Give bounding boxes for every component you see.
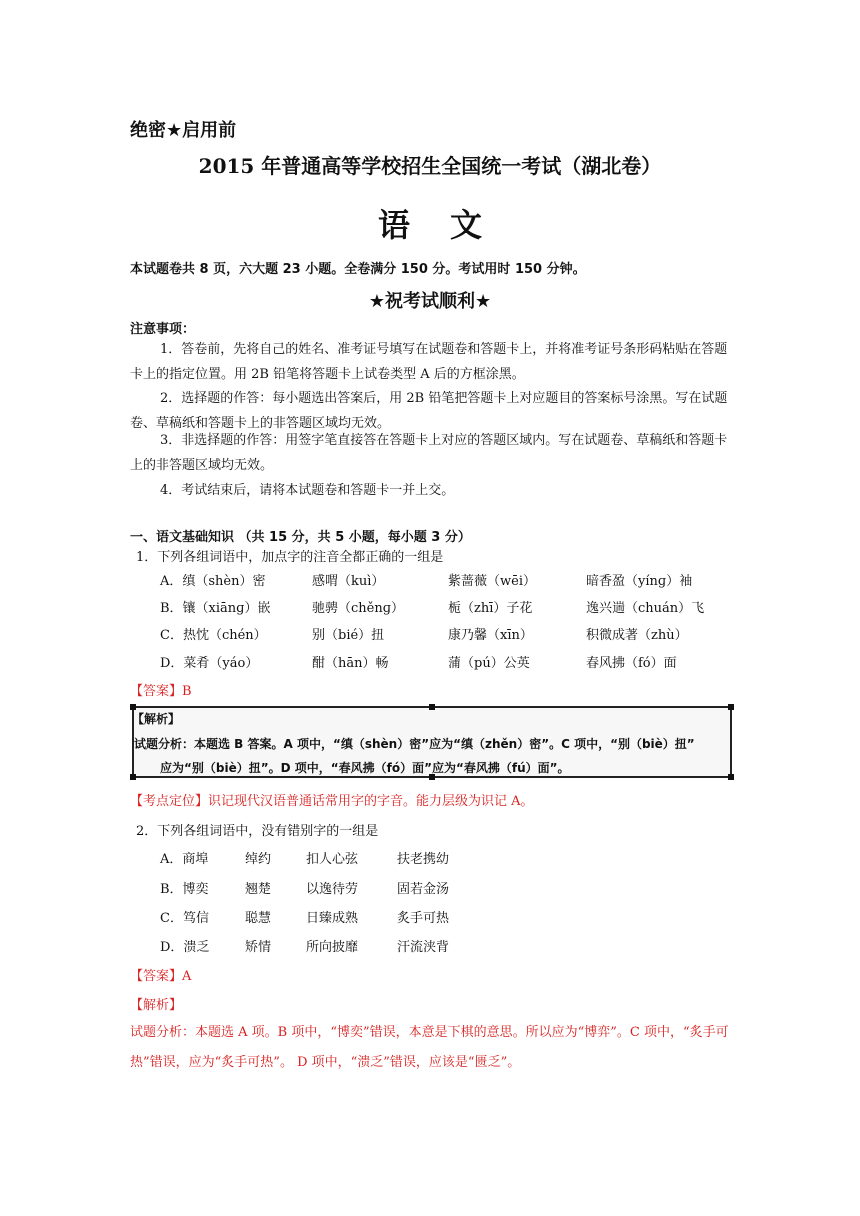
q1-box-line-2: 应为“别（biè）扭”。D 项中，“春风拂（fó）面”应为“春风拂（fú）面”。 — [160, 761, 570, 775]
q1-option-b2: 驰骋（chěnɡ） — [312, 601, 405, 616]
subject-title: 语文 — [377, 206, 522, 244]
q2-option-d3: 所向披靡 — [306, 940, 359, 955]
q2-option-c3: 日臻成熟 — [306, 911, 359, 926]
q1-option-b4: 逸兴遄（chuán）飞 — [586, 601, 705, 616]
section-1-title: 一、语文基础知识 （共 15 分，共 5 小题，每小题 3 分） — [130, 530, 471, 545]
secret-label: 绝密★启用前 — [130, 120, 237, 141]
wish-line: ★祝考试顺利★ — [368, 291, 492, 312]
note-item-3: 3．非选择题的作答：用签字笔直接答在答题卡上对应的答题区域内。写在试题卷、草稿纸和答题卡上的非答题区域均无效。 — [130, 433, 728, 473]
box-handle — [728, 774, 734, 780]
q1-option-c2: 别（bié）扭 — [312, 628, 385, 643]
notes-heading: 注意事项： — [130, 322, 196, 337]
q1-option-b1: B．镶（xiānɡ）嵌 — [160, 601, 271, 616]
box-handle — [130, 774, 136, 780]
q2-option-a4: 扶老携幼 — [397, 852, 450, 867]
q2-option-d1: D．溃乏 — [160, 940, 210, 955]
q1-option-a2: 感喟（kuì） — [312, 574, 385, 589]
q1-option-c4: 积微成著（zhù） — [586, 628, 688, 643]
q2-option-b4: 固若金汤 — [397, 882, 450, 897]
q2-option-d2: 矫情 — [245, 940, 272, 955]
q1-stem: 1．下列各组词语中，加点字的注音全都正确的一组是 — [136, 550, 444, 565]
q1-option-d1: D．菜肴（yáo） — [160, 656, 259, 671]
box-handle — [728, 704, 734, 710]
note-item-1: 1．答卷前，先将自己的姓名、准考证号填写在试题卷和答题卡上，并将准考证号条形码粘贴在答题卡上的指定位置。用 2B 铅笔将答题卡上试卷类型 A 后的方框涂黑。 — [130, 342, 728, 382]
q1-box-heading: 【解析】 — [132, 712, 181, 726]
q2-analysis-text: 试题分析：本题选 A 项。B 项中，“博奕”错误，本意是下棋的意思。所以应为“博弈”。C 项中，“炙手可热”错误，应为“炙手可热”。 D 项中，“溃乏”错误，应该是“匮乏”。 — [130, 1025, 729, 1070]
q1-option-a1: A．缜（shèn）密 — [160, 574, 266, 589]
exam-intro: 本试题卷共 8 页，六大题 23 小题。全卷满分 150 分。考试用时 150 分钟。 — [130, 262, 586, 277]
q1-option-b3: 栀（zhī）子花 — [448, 601, 533, 616]
q2-option-b2: 翘楚 — [245, 882, 272, 897]
q2-option-c1: C．笃信 — [160, 911, 209, 926]
q2-option-b3: 以逸待劳 — [306, 882, 359, 897]
q1-option-d4: 春风拂（fó）面 — [586, 656, 677, 671]
q2-option-a3: 扣人心弦 — [306, 852, 359, 867]
q2-option-a1: A．商埠 — [160, 852, 209, 867]
q2-option-d4: 汗流浃背 — [397, 940, 450, 955]
q2-analysis-heading: 【解析】 — [130, 998, 183, 1013]
q2-stem: 2．下列各组词语中，没有错别字的一组是 — [136, 824, 379, 839]
note-item-4: 4．考试结束后，请将本试题卷和答题卡一并上交。 — [160, 483, 455, 498]
q1-option-c3: 康乃馨（xīn） — [448, 628, 533, 643]
box-handle — [429, 704, 435, 710]
q1-option-a3: 紫蔷薇（wēi） — [448, 574, 536, 589]
q1-option-d3: 蒲（pú）公英 — [448, 656, 530, 671]
q1-box-line-1: 试题分析：本题选 B 答案。A 项中，“缜（shèn）密”应为“缜（zhěn）密”。C 项中，“别（biè）扭” — [134, 737, 695, 751]
q1-option-a4: 暗香盈（yínɡ）袖 — [586, 574, 693, 589]
q2-option-c4: 炙手可热 — [397, 911, 450, 926]
q2-option-c2: 聪慧 — [245, 911, 272, 926]
q1-option-c1: C．热忱（chén） — [160, 628, 267, 643]
q2-option-a2: 绰约 — [245, 852, 272, 867]
note-item-2: 2．选择题的作答：每小题选出答案后，用 2B 铅笔把答题卡上对应题目的答案标号涂黑。写在试题卷、草稿纸和答题卡上的非答题区域均无效。 — [130, 391, 728, 431]
exam-title: 2015 年普通高等学校招生全国统一考试（湖北卷） — [198, 154, 662, 178]
q2-option-b1: B．博奕 — [160, 882, 209, 897]
q1-kaodian: 【考点定位】识记现代汉语普通话常用字的字音。能力层级为识记 A。 — [130, 794, 534, 809]
q2-answer: 【答案】A — [130, 969, 192, 984]
q1-answer: 【答案】B — [130, 684, 192, 699]
q1-option-d2: 酣（hān）畅 — [312, 656, 389, 671]
